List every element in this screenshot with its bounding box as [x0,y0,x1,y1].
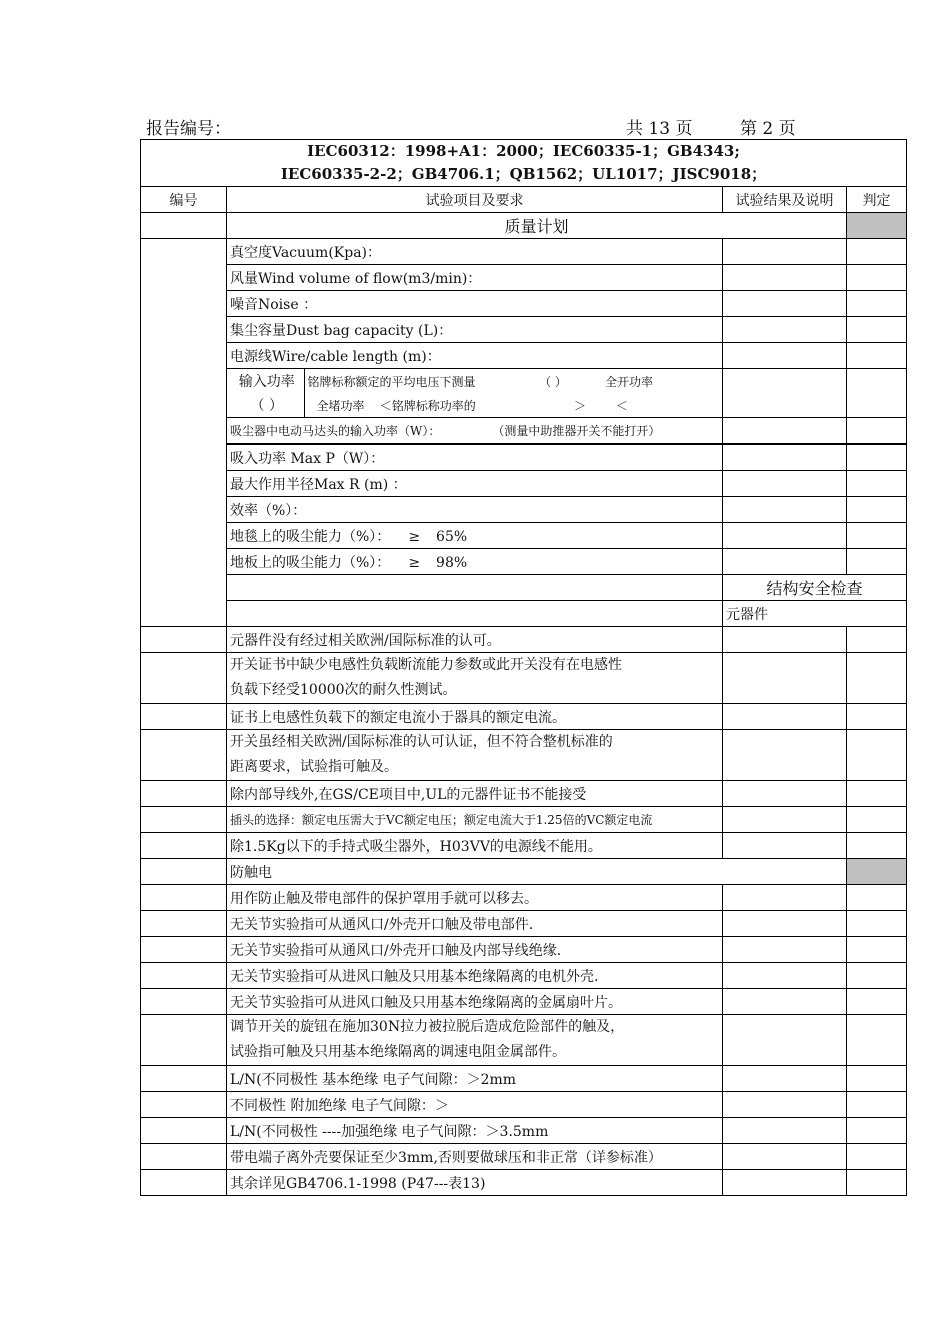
col-header-no: 编号 [141,187,227,213]
result-cell[interactable] [723,885,847,911]
verdict-cell[interactable] [847,807,907,833]
result-cell[interactable] [723,444,847,471]
number-cell [141,1144,227,1170]
motor-power-label: 吸尘器中电动马达头的输入功率（W）： [230,424,441,438]
item-wind-volume: 风量Wind volume of flow(m3/min)： [227,265,723,291]
table-row [141,627,907,653]
col-header-result: 试验结果及说明 [723,187,847,213]
table-row [141,497,907,523]
result-cell[interactable] [723,291,847,317]
item-motor-input-power [227,418,723,445]
carpet-ge-sign: ≥ [408,528,421,545]
verdict-cell[interactable] [847,885,907,911]
result-cell[interactable] [723,1066,847,1092]
verdict-cell[interactable] [847,911,907,937]
result-cell[interactable] [723,1144,847,1170]
verdict-cell[interactable] [847,1118,907,1144]
power-full-open: 全开功率 [605,374,654,389]
verdict-shaded [847,859,907,885]
power-full-block-label: 全堵功率 [316,398,365,413]
table-row [141,885,907,911]
floor-pickup-label: 地板上的吸尘能力（%）： [230,554,391,571]
verdict-cell[interactable] [847,1144,907,1170]
verdict-cell[interactable] [847,549,907,575]
verdict-cell[interactable] [847,343,907,369]
result-cell[interactable] [723,265,847,291]
power-rated-voltage: 铭牌标称额定的平均电压下测量 [307,374,476,389]
result-cell[interactable] [723,730,847,781]
number-cell [141,781,227,807]
verdict-cell[interactable] [847,781,907,807]
switch-distance-line-2: 距离要求，试验指可触及。 [230,759,398,775]
item-rated-current: 证书上电感性负载下的额定电流小于器具的额定电流。 [227,704,723,730]
number-cell [141,937,227,963]
result-cell[interactable] [723,1118,847,1144]
verdict-cell[interactable] [847,1092,907,1118]
verdict-cell[interactable] [847,523,907,549]
power-full-block [304,393,504,417]
switch-certificate-line-2: 负载下经受10000次的耐久性测试。 [230,682,457,698]
switch-distance-line-1: 开关虽经相关欧洲/国际标准的认可认证，但不符合整机标准的 [230,734,613,750]
total-pages: 共 13 页 [626,119,693,139]
table-row [141,807,907,833]
result-cell[interactable] [723,627,847,653]
subsection-shock-protection: 防触电 [227,859,847,885]
item-live-parts-access: 无关节实验指可从通风口/外壳开口触及带电部件. [227,911,723,937]
standards-title-row [141,140,907,187]
table-row [141,523,907,549]
item-efficiency: 效率（%）： [227,497,723,523]
input-power-label: 输入功率 [230,369,304,393]
result-cell[interactable] [723,343,847,369]
verdict-cell[interactable] [847,369,907,418]
item-fan-blade-access: 无关节实验指可从进风口触及只用基本绝缘隔离的金属扇叶片。 [227,989,723,1015]
knob-pull-line-2: 试验指可触及只用基本绝缘隔离的调速电阻金属部件。 [230,1044,566,1060]
table-row [141,291,907,317]
table-row [141,653,907,704]
result-cell[interactable] [723,833,847,859]
item-power-cord: 除1.5Kg以下的手持式吸尘器外，H03VV的电源线不能用。 [227,833,723,859]
verdict-cell[interactable] [847,704,907,730]
number-cell [141,807,227,833]
result-cell[interactable] [723,239,847,265]
table-row [141,317,907,343]
table-row [141,730,907,781]
col-header-item: 试验项目及要求 [227,187,723,213]
number-cell [141,1066,227,1092]
verdict-cell[interactable] [847,291,907,317]
item-protective-cover: 用作防止触及带电部件的保护罩用手就可以移去。 [227,885,723,911]
result-cell[interactable] [723,369,847,418]
verdict-cell[interactable] [847,1066,907,1092]
item-reference-table: 其余详见GB4706.1-1998 (P47---表13) [227,1170,723,1196]
number-cell [141,653,227,704]
table-row [141,444,907,471]
number-cell [141,963,227,989]
carpet-pickup-label: 地毯上的吸尘能力（%）： [230,528,391,545]
table-row [141,418,907,445]
number-cell [141,704,227,730]
subsection-components: 元器件 [723,601,907,627]
table-row [141,781,907,807]
item-vacuum: 真空度Vacuum(Kpa)： [227,239,723,265]
result-cell[interactable] [723,549,847,575]
item-carpet-pickup [227,523,723,549]
table-row [141,963,907,989]
item-supplementary-insulation: 不同极性 附加绝缘 电子气间隙：＞ [227,1092,723,1118]
switch-certificate-line-1: 开关证书中缺少电感性负载断流能力参数或此开关没有在电感性 [230,657,622,673]
number-cell [141,239,227,627]
table-row [141,704,907,730]
table-row [141,1092,907,1118]
item-dust-capacity: 集尘容量Dust bag capacity (L)： [227,317,723,343]
verdict-cell[interactable] [847,471,907,497]
result-cell[interactable] [723,471,847,497]
section-quality-plan: 质量计划 [227,213,847,239]
table-row [141,833,907,859]
verdict-cell[interactable] [847,444,907,471]
table-row [141,239,907,265]
power-gt: ＞ [573,398,586,413]
result-cell[interactable] [723,523,847,549]
item-terminal-distance: 带电端子离外壳要保证至少3mm,否则要做球压和非正常（详参标准） [227,1144,723,1170]
number-cell [141,1015,227,1066]
result-cell[interactable] [723,781,847,807]
result-cell[interactable] [723,1170,847,1196]
number-cell [141,1092,227,1118]
standards-line-2: IEC60335-2-2；GB4706.1；QB1562；UL1017；JISC9018； [280,165,767,183]
test-report-table [140,139,907,1196]
result-cell[interactable] [723,704,847,730]
table-row [141,1066,907,1092]
standards-line-1: IEC60312：1998+A1：2000；IEC60335-1；GB4343; [307,142,740,160]
item-switch-certificate [227,653,723,704]
verdict-cell[interactable] [847,1170,907,1196]
verdict-cell[interactable] [847,239,907,265]
result-cell[interactable] [723,989,847,1015]
table-row [141,1144,907,1170]
item-motor-housing-access: 无关节实验指可从进风口触及只用基本绝缘隔离的电机外壳. [227,963,723,989]
power-lt: ＜ [616,398,629,413]
table-row [141,369,907,418]
verdict-cell[interactable] [847,963,907,989]
verdict-cell[interactable] [847,1015,907,1066]
item-suction-power: 吸入功率 Max P（W）： [227,444,723,471]
report-number-label: 报告编号： [146,119,231,139]
item-basic-insulation: L/N(不同极性 基本绝缘 电子气间隙：＞2mm [227,1066,723,1092]
number-cell [141,885,227,911]
result-cell[interactable] [723,653,847,704]
power-rated-ratio: ＜铭牌标称功率的 [379,398,476,413]
page-number: 第 2 页 [740,119,796,139]
item-wire-insulation-access: 无关节实验指可从通风口/外壳开口触及内部导线绝缘. [227,937,723,963]
result-cell[interactable] [723,317,847,343]
result-cell[interactable] [723,963,847,989]
verdict-cell[interactable] [847,265,907,291]
item-knob-pull-test [227,1015,723,1066]
number-cell [141,627,227,653]
result-cell[interactable] [723,1092,847,1118]
item-switch-distance [227,730,723,781]
number-cell [141,833,227,859]
verdict-cell[interactable] [847,627,907,653]
motor-power-note: （测量中助推器开关不能打开） [492,424,661,438]
item-input-power [227,369,723,418]
verdict-shaded [847,213,907,239]
verdict-cell[interactable] [847,653,907,704]
verdict-cell[interactable] [847,937,907,963]
number-cell [141,911,227,937]
verdict-cell[interactable] [847,317,907,343]
table-row [141,1015,907,1066]
item-cable-length: 电源线Wire/cable length (m)： [227,343,723,369]
verdict-cell[interactable] [847,497,907,523]
result-cell[interactable] [723,937,847,963]
table-row [141,989,907,1015]
table-row [141,937,907,963]
power-paren: （ ） [539,374,567,389]
item-max-radius: 最大作用半径Max R (m) ： [227,471,723,497]
carpet-pickup-value: 65% [436,528,468,545]
item-floor-pickup [227,549,723,575]
number-cell [141,989,227,1015]
table-row [141,343,907,369]
table-row [141,471,907,497]
result-cell[interactable] [723,911,847,937]
col-header-verdict: 判定 [847,187,907,213]
verdict-cell[interactable] [847,730,907,781]
number-cell [141,1170,227,1196]
column-header-row [141,187,907,213]
table-row [141,549,907,575]
item-plug-selection: 插头的选择：额定电压需大于VC额定电压；额定电流大于1.25倍的VC额定电流 [227,807,723,833]
floor-ge-sign: ≥ [408,554,421,571]
subsection-row [141,601,907,627]
result-cell[interactable] [723,807,847,833]
item-reinforced-insulation: L/N(不同极性 ----加强绝缘 电子气间隙：＞3.5mm [227,1118,723,1144]
table-row [141,265,907,291]
standards-title [141,140,907,187]
knob-pull-line-1: 调节开关的旋钮在施加30N拉力被拉脱后造成危险部件的触及， [230,1019,625,1035]
floor-pickup-value: 98% [436,554,468,571]
table-row [141,911,907,937]
table-row [141,1118,907,1144]
subsection-row [141,859,907,885]
result-cell[interactable] [723,497,847,523]
number-cell [141,1118,227,1144]
verdict-cell[interactable] [847,833,907,859]
section-structure-safety: 结构安全检查 [723,575,907,601]
verdict-cell[interactable] [847,418,907,445]
item-noise: 噪音Noise ： [227,291,723,317]
result-cell[interactable] [723,418,847,445]
number-cell [141,730,227,781]
section-row [141,213,907,239]
section-row [141,575,907,601]
verdict-cell[interactable] [847,989,907,1015]
input-power-unit: （ ） [230,393,304,417]
table-row [141,1170,907,1196]
item-component-approval: 元器件没有经过相关欧洲/国际标准的认可。 [227,627,723,653]
item-ul-certificate: 除内部导线外,在GS/CE项目中,UL的元器件证书不能接受 [227,781,723,807]
result-cell[interactable] [723,1015,847,1066]
